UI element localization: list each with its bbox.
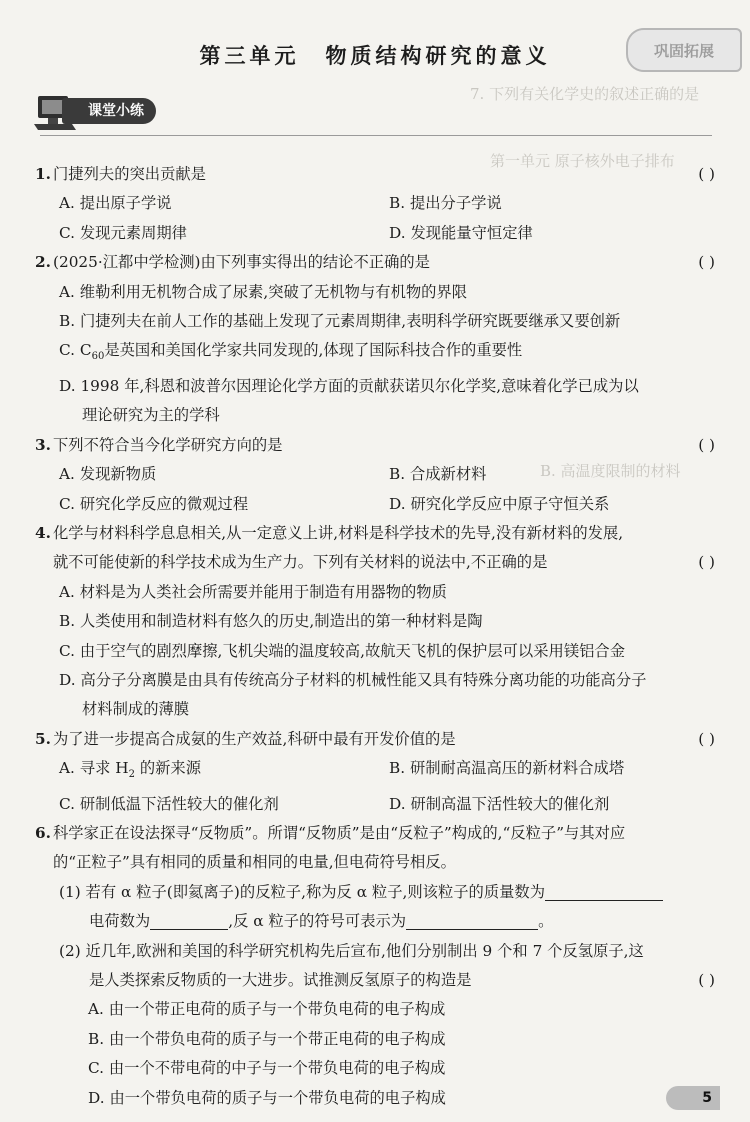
option-c-text: 是英国和美国化学家共同发现的,体现了国际科技合作的重要性 [104,341,523,360]
option-b[interactable]: B. 合成新材料 [389,465,487,484]
answer-bracket[interactable]: ( ) [698,971,715,990]
subquestion-1-text: (1) 若有 α 粒子(即氦离子)的反粒子,称为反 α 粒子,则该粒子的质量数为 [59,882,546,901]
question-stem-continued: 就不可能使新的科学技术成为生产力。下列有关材料的说法中,不正确的是 [53,553,548,572]
question-6 [35,819,715,1113]
option-c[interactable]: C. 发现元素周期律 [59,223,187,242]
option-b[interactable]: B. 人类使用和制造材料有悠久的历史,制造出的第一种材料是陶 [59,612,483,631]
answer-bracket[interactable]: ( ) [698,253,715,272]
option-d[interactable]: D. 研究化学反应中原子守恒关系 [389,494,610,513]
page-title [0,40,750,70]
question-stem: 下列不符合当今化学研究方向的是 [53,435,283,454]
option-b[interactable]: B. 提出分子学说 [389,194,502,213]
option-d-continued: 理论研究为主的学科 [82,406,220,425]
unit-label: 第三单元 [199,43,300,68]
option-d[interactable]: D. 发现能量守恒定律 [389,223,533,242]
charge-label: 电荷数为 [89,912,151,931]
question-number: 4. [35,523,51,542]
question-list [35,160,715,1113]
answer-bracket[interactable]: ( ) [698,553,715,572]
symbol-blank[interactable] [406,911,538,930]
question-3 [35,431,715,519]
question-number: 6. [35,824,51,843]
question-5 [35,725,715,819]
question-stem: 科学家正在设法探寻“反物质”。所谓“反物质”是由“反粒子”构成的,“反粒子”与其对应 [53,824,626,843]
option-a[interactable]: A. 由一个带正电荷的质子与一个带负电荷的电子构成 [88,1000,446,1019]
sentence-end: 。 [538,912,554,931]
option-d[interactable]: D. 高分子分离膜是由具有传统高分子材料的机械性能又具有特殊分离功能的功能高分子 [59,670,647,689]
answer-bracket[interactable]: ( ) [698,165,715,183]
question-number: 1. [35,165,51,183]
option-d[interactable]: D. 1998 年,科恩和波普尔因理论化学方面的贡献获诺贝尔化学奖,意味着化学已成为以 [59,376,639,395]
question-number: 5. [35,729,51,748]
mass-number-blank[interactable] [545,882,663,901]
question-stem-continued: 的“正粒子”具有相同的质量和相同的电量,但电荷符号相反。 [53,853,456,872]
question-stem: 门捷列夫的突出贡献是 [53,165,206,183]
unit-topic: 物质结构研究的意义 [325,43,551,68]
option-b[interactable]: B. 门捷列夫在前人工作的基础上发现了元素周期律,表明科学研究既要继承又要创新 [59,312,621,331]
subscript: 60 [91,351,105,363]
question-2 [35,248,715,430]
option-c-prefix: C. C [59,341,92,360]
option-a[interactable]: A. 材料是为人类社会所需要并能用于制造有用器物的物质 [59,582,447,601]
section-tag: 巩固拓展 [626,28,742,72]
question-1 [35,160,715,248]
option-c[interactable]: C. 研制低温下活性较大的催化剂 [59,794,279,813]
option-d[interactable]: D. 研制高温下活性较大的催化剂 [389,794,610,813]
section-badge-label: 课堂小练 [62,98,156,124]
option-a[interactable] [59,754,389,789]
subquestion-2-continued [35,966,715,995]
bleed-through-text: 第一单元 原子核外电子排布 [490,152,675,170]
subquestion-1 [35,878,715,907]
section-badge [32,92,172,132]
option-b[interactable]: B. 由一个带负电荷的质子与一个带正电荷的电子构成 [88,1029,446,1048]
subquestion-1-continued [35,907,715,936]
option-a[interactable]: A. 发现新物质 [59,465,157,484]
question-stem: 化学与材料科学息息相关,从一定意义上讲,材料是科学技术的先导,没有新材料的发展, [53,523,624,542]
option-a[interactable]: A. 提出原子学说 [59,194,172,213]
option-c[interactable]: C. 研究化学反应的微观过程 [59,494,249,513]
question-number: 2. [35,253,51,272]
option-a-text: 的新来源 [134,759,202,778]
charge-number-blank[interactable] [150,911,228,930]
question-4 [35,519,715,725]
header-divider [40,135,712,136]
subscript: 2 [128,769,135,781]
answer-bracket[interactable]: ( ) [698,729,715,748]
option-d-continued: 材料制成的薄膜 [82,700,190,719]
bleed-through-text: 7. 下列有关化学史的叙述正确的是 [470,85,700,103]
question-stem: 为了进一步提高合成氨的生产效益,科研中最有开发价值的是 [53,729,456,748]
question-number: 3. [35,435,51,454]
answer-bracket[interactable]: ( ) [698,435,715,454]
option-c[interactable]: C. 由于空气的剧烈摩擦,飞机尖端的温度较高,故航天飞机的保护层可以采用镁铝合金 [59,641,626,660]
bleed-through-text: B. 高温度限制的材料 [540,462,681,480]
subquestion-2 [35,937,715,966]
option-b[interactable]: B. 研制耐高温高压的新材料合成塔 [389,759,625,778]
page-number: 5 [666,1086,720,1110]
option-c[interactable] [35,336,715,371]
option-d[interactable]: D. 由一个带负电荷的质子与一个带负电荷的电子构成 [88,1088,446,1107]
option-c[interactable]: C. 由一个不带电荷的中子与一个带负电荷的电子构成 [88,1059,446,1078]
subquestion-2-text-continued: 是人类探索反物质的一大进步。试推测反氢原子的构造是 [89,971,472,990]
question-stem: (2025·江都中学检测)由下列事实得出的结论不正确的是 [53,253,430,272]
subquestion-2-text: (2) 近几年,欧洲和美国的科学研究机构先后宣布,他们分别制出 9 个和 7 个反氢原子,这 [59,941,644,960]
option-a[interactable]: A. 维勒利用无机物合成了尿素,突破了无机物与有机物的界限 [59,282,468,301]
symbol-label: ,反 α 粒子的符号可表示为 [228,912,407,931]
option-a-prefix: A. 寻求 H [59,759,129,778]
